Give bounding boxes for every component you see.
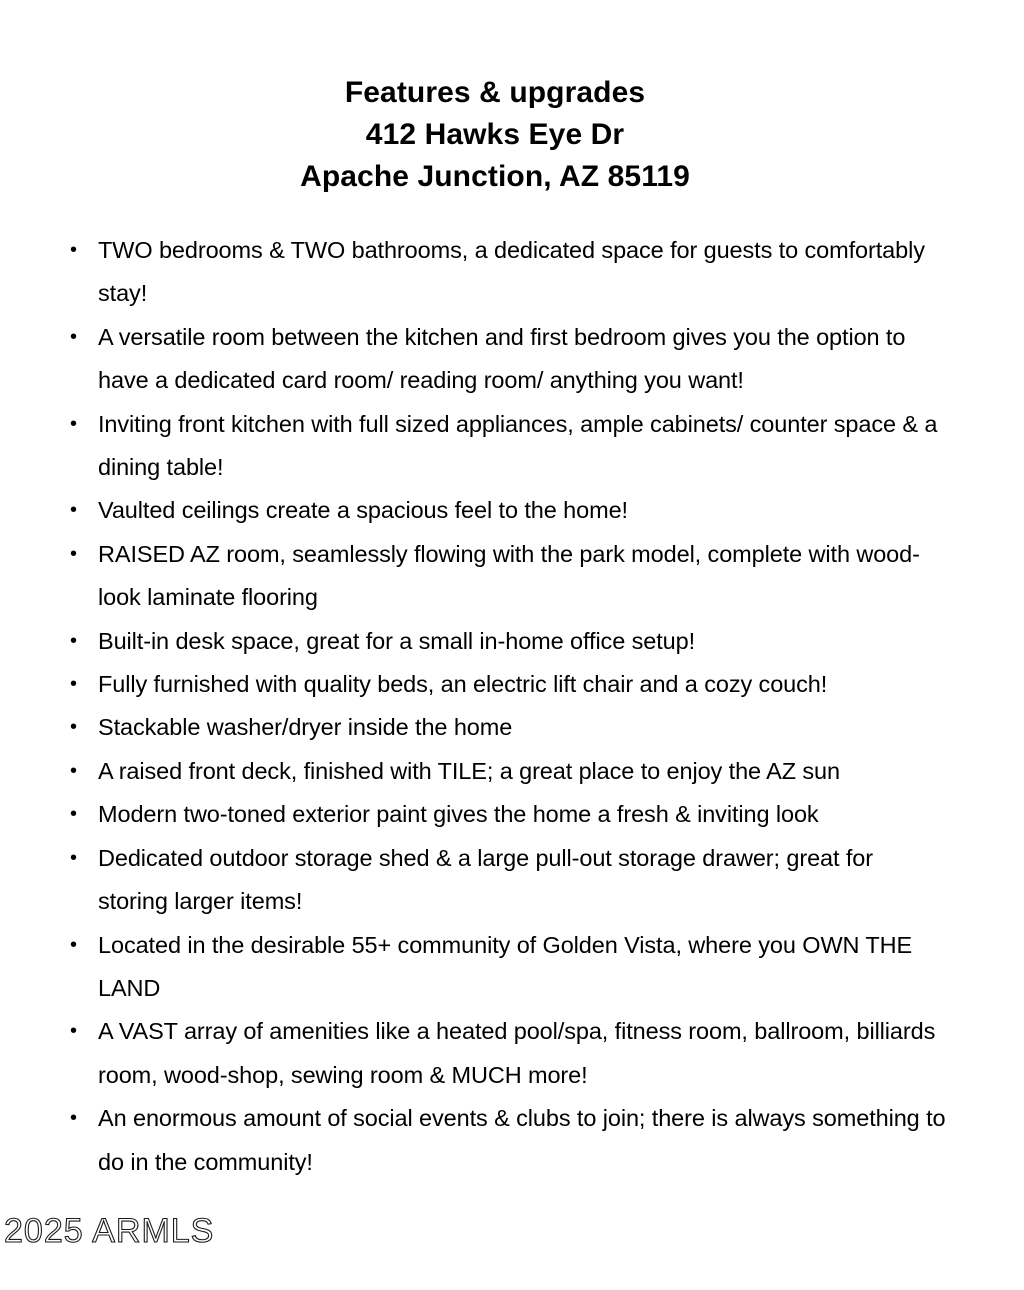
bullet-icon: • — [70, 499, 77, 522]
feature-text: An enormous amount of social events & clubs to join; there is always something to do in the community! — [98, 1105, 946, 1175]
address-line-street: 412 Hawks Eye Dr — [365, 118, 625, 151]
list-item — [68, 1097, 948, 1184]
feature-text: Inviting front kitchen with full sized appliances, ample cabinets/ counter space & a dining table! — [98, 410, 938, 481]
list-item — [68, 316, 948, 403]
feature-text: A versatile room between the kitchen and first bedroom gives you the option to have a dedicated card room/ reading room/ anything you want! — [98, 323, 906, 394]
page-title: Features & upgrades — [344, 76, 646, 109]
list-item — [68, 924, 948, 1011]
list-item — [68, 620, 948, 663]
feature-text: Fully furnished with quality beds, an electric lift chair and a cozy couch! — [98, 671, 828, 698]
bullet-icon: • — [70, 846, 77, 869]
list-item — [68, 837, 948, 924]
bullet-icon: • — [70, 412, 77, 435]
bullet-icon: • — [70, 673, 77, 696]
list-item — [68, 793, 948, 836]
feature-text: Dedicated outdoor storage shed & a large pull-out storage drawer; great for storing larger items! — [98, 844, 873, 915]
feature-text: A raised front deck, finished with TILE; a great place to enjoy the AZ sun — [98, 757, 840, 784]
feature-text: A VAST array of amenities like a heated pool/spa, fitness room, ballroom, billiards room, wood-shop, sewing room & MUCH more! — [98, 1018, 936, 1088]
bullet-icon: • — [70, 239, 77, 261]
feature-text: Vaulted ceilings create a spacious feel to the home! — [98, 497, 628, 524]
bullet-icon: • — [70, 629, 77, 652]
bullet-icon: • — [70, 1020, 77, 1043]
bullet-icon: • — [70, 1107, 77, 1130]
feature-text: TWO bedrooms & TWO bathrooms, a dedicated space for guests to comfortably stay! — [98, 237, 925, 307]
list-item — [68, 1010, 948, 1097]
list-item — [68, 229, 948, 316]
list-item — [68, 533, 948, 620]
bullet-icon: • — [70, 933, 77, 956]
bullet-icon: • — [70, 759, 77, 782]
list-item — [68, 706, 948, 749]
feature-text: Modern two-toned exterior paint gives the home a fresh & inviting look — [98, 801, 819, 828]
feature-text: RAISED AZ room, seamlessly flowing with the park model, complete with wood-look laminate flooring — [98, 540, 920, 611]
feature-text: Located in the desirable 55+ community of Golden Vista, where you OWN THE LAND — [98, 931, 913, 1001]
copyright-watermark: 2025 ARMLS — [4, 1212, 215, 1250]
feature-text: Built-in desk space, great for a small in-home office setup! — [98, 627, 696, 654]
bullet-icon: • — [70, 716, 77, 739]
list-item — [68, 403, 948, 490]
bullet-icon: • — [70, 325, 77, 348]
bullet-icon: • — [70, 542, 77, 565]
document-header — [0, 72, 990, 198]
bullet-icon: • — [70, 803, 77, 826]
list-item — [68, 750, 948, 793]
feature-text: Stackable washer/dryer inside the home — [98, 714, 513, 741]
address-line-city: Apache Junction, AZ 85119 — [300, 160, 690, 193]
list-item — [68, 663, 948, 706]
features-list — [68, 229, 948, 1184]
list-item — [68, 489, 948, 532]
